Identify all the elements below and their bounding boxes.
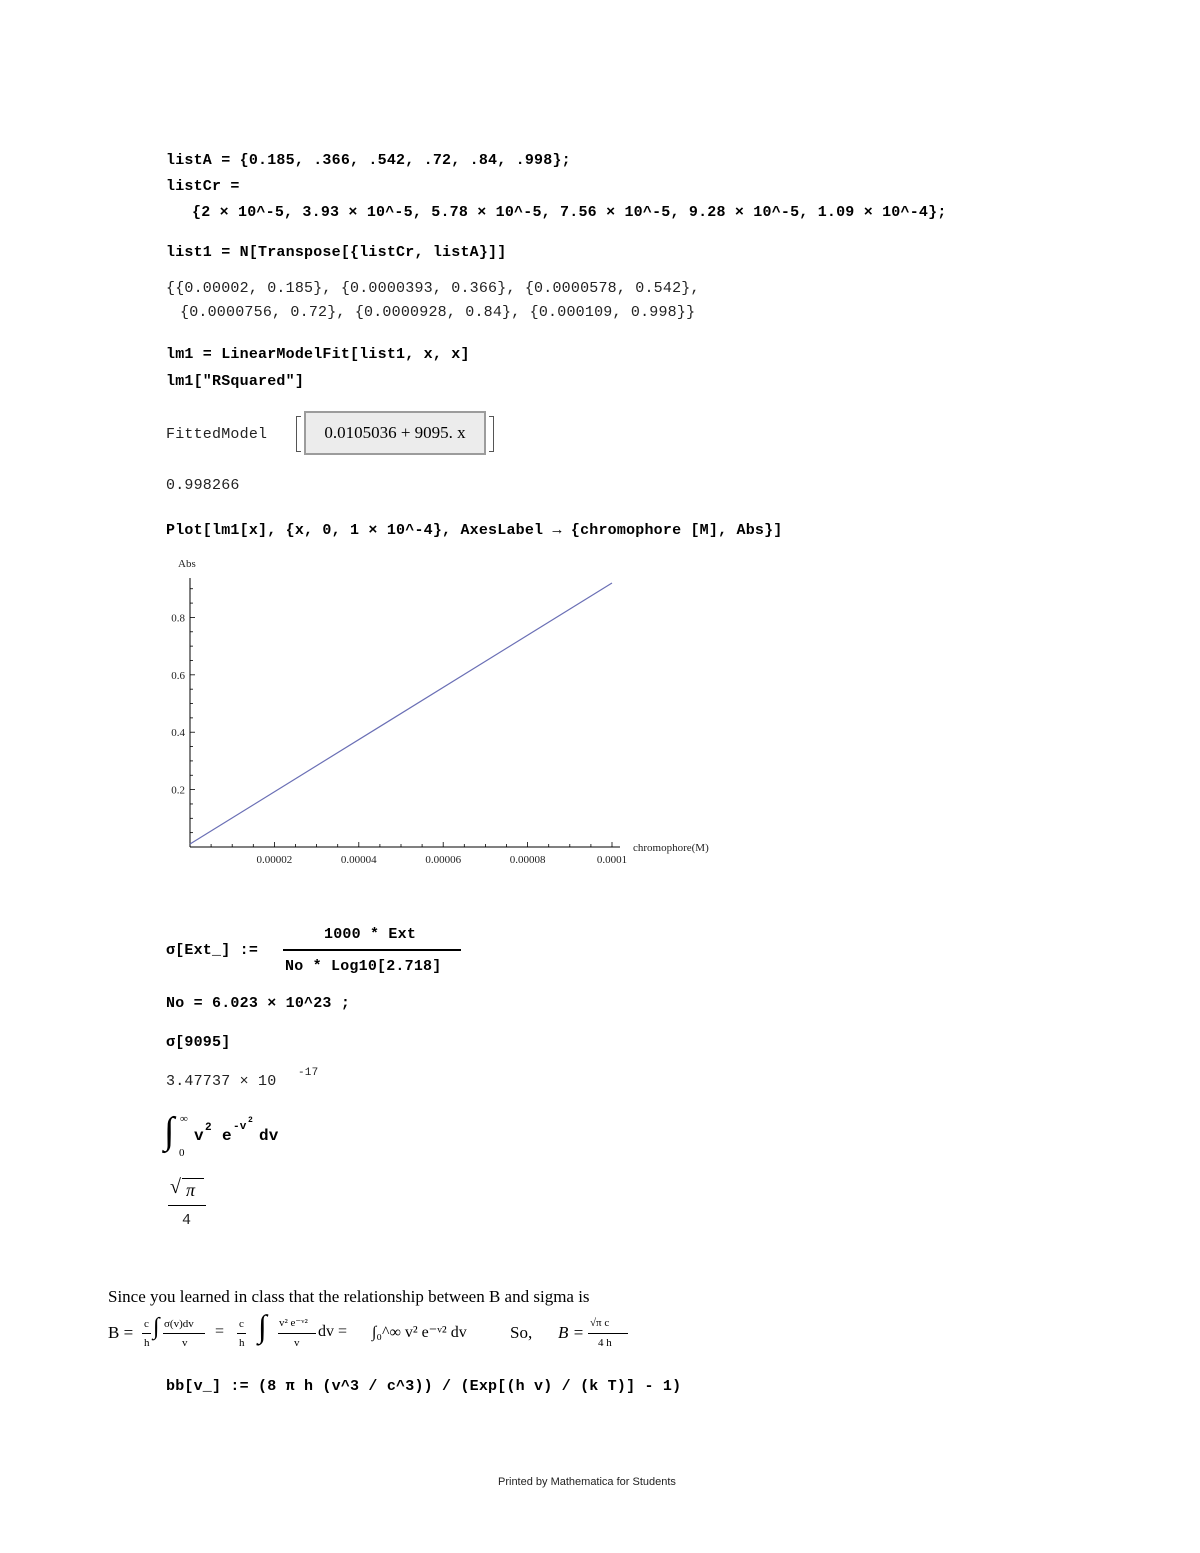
eq-c1: c <box>144 1318 149 1330</box>
eq-c2-bar <box>237 1333 246 1334</box>
eq-B: B = <box>108 1323 134 1342</box>
input-listCr-head[interactable]: listCr = <box>166 178 240 195</box>
x-tick-label: 0.00002 <box>256 854 293 866</box>
eq-int1-bar <box>163 1333 205 1334</box>
footer-printed-by: Printed by Mathematica for Students <box>498 1476 676 1488</box>
sigma-denominator: No * Log10[2.718] <box>285 958 442 975</box>
output-rsquared: 0.998266 <box>166 477 240 494</box>
sqrt-overbar <box>182 1178 204 1179</box>
series-line <box>190 583 612 844</box>
integral-body-e: e <box>222 1127 232 1145</box>
y-tick-label: 0.4 <box>171 727 185 740</box>
eq-dv-equals: dv = <box>318 1323 348 1340</box>
eq-c1-bar <box>142 1333 151 1334</box>
result-numerator: π <box>186 1180 196 1200</box>
y-axis-label: Abs <box>178 558 196 570</box>
integral-body-dv: dv <box>259 1127 279 1145</box>
output-sigma-exponent: -17 <box>298 1067 319 1079</box>
x-axis-label: chromophore(M) <box>633 842 709 854</box>
eq-h2: h <box>239 1337 245 1349</box>
sigma-numerator: 1000 * Ext <box>324 926 417 943</box>
eq-res-bar <box>588 1333 628 1334</box>
eq-c2: c <box>239 1318 244 1330</box>
input-no-definition[interactable]: No = 6.023 × 10^23 ; <box>166 995 351 1012</box>
input-sigma-lhs[interactable]: σ[Ext_] := <box>166 942 259 959</box>
x-tick-label: 0.00008 <box>509 854 546 866</box>
eq-res-denominator: 4 h <box>598 1337 612 1349</box>
eq-int1-denominator: v <box>182 1337 188 1349</box>
eq-integral1-icon: ∫ <box>153 1314 160 1340</box>
fitted-model-open-bracket <box>296 416 301 452</box>
input-plot[interactable]: Plot[lm1[x], {x, 0, 1 × 10^-4}, AxesLabel → {chromophore [M], Abs}] <box>166 522 783 539</box>
y-tick-label: 0.8 <box>171 612 185 625</box>
input-listA[interactable]: listA = {0.185, .366, .542, .72, .84, .998}; <box>166 152 571 169</box>
fitted-model-expression: 0.0105036 + 9095. x <box>324 423 466 442</box>
y-tick-label: 0.6 <box>171 669 185 682</box>
sigma-fraction-bar <box>283 949 461 951</box>
input-sigma-call[interactable]: σ[9095] <box>166 1034 231 1051</box>
eq-B2: B = <box>558 1323 585 1342</box>
integral-upper-limit: ∞ <box>180 1113 188 1125</box>
output-sigma-mantissa: 3.47737 × 10 <box>166 1073 277 1090</box>
fitted-model-box[interactable] <box>304 411 486 455</box>
fitted-model-label: FittedModel <box>166 426 268 443</box>
integral-body-square: 2 <box>205 1122 212 1134</box>
eq-int2-bar <box>278 1333 316 1334</box>
integral-sign-icon: ∫ <box>164 1110 175 1152</box>
eq-h1: h <box>144 1337 150 1349</box>
x-tick-label: 0.00006 <box>425 854 462 866</box>
result-denominator: 4 <box>182 1212 192 1229</box>
output-list1-line1: {{0.00002, 0.185}, {0.0000393, 0.366}, {0.0000578, 0.542}, <box>166 280 700 297</box>
x-tick-label: 0.00004 <box>340 854 377 866</box>
input-listCr-body[interactable]: {2 × 10^-5, 3.93 × 10^-5, 5.78 × 10^-5, 7.56 × 10^-5, 9.28 × 10^-5, 1.09 × 10^-4}; <box>192 204 947 221</box>
eq-int2-denominator: v <box>294 1337 300 1349</box>
integral-lower-limit: 0 <box>179 1147 185 1159</box>
x-tick-label: 0.0001 <box>596 854 628 866</box>
eq-integral2-icon: ∫ <box>258 1308 267 1344</box>
integral-body-exponent-square: 2 <box>248 1116 254 1125</box>
eq-int3: ∫₀^∞ v² e⁻ᵛ² dv <box>372 1324 467 1341</box>
eq-int1-numerator: σ(v)dv <box>164 1318 194 1330</box>
input-lm1[interactable]: lm1 = LinearModelFit[list1, x, x] <box>166 346 470 363</box>
output-list1-line2: {0.0000756, 0.72}, {0.0000928, 0.84}, {0.000109, 0.998}} <box>180 304 696 321</box>
eq-so: So, <box>510 1323 533 1342</box>
input-list1[interactable]: list1 = N[Transpose[{listCr, listA}]] <box>166 244 507 261</box>
result-fraction-bar <box>168 1205 206 1206</box>
y-tick-label: 0.2 <box>171 784 185 797</box>
eq-res-numerator: √π c <box>590 1317 610 1329</box>
prose-sentence: Since you learned in class that the relationship between B and sigma is <box>108 1287 590 1306</box>
eq-equals1: = <box>215 1323 225 1340</box>
sqrt-icon: √ <box>170 1176 181 1198</box>
line-chart[interactable] <box>150 548 770 878</box>
integral-body-v[interactable]: v <box>194 1127 204 1145</box>
integral-body-exponent: -v <box>233 1121 247 1133</box>
input-bb-definition[interactable]: bb[v_] := (8 π h (v^3 / c^3)) / (Exp[(h v) / (k T)] - 1) <box>166 1378 682 1395</box>
fitted-model-close-bracket <box>489 416 494 452</box>
input-rsquared[interactable]: lm1["RSquared"] <box>166 373 305 390</box>
eq-int2-numerator: v² e⁻ᵛ² <box>279 1317 308 1329</box>
